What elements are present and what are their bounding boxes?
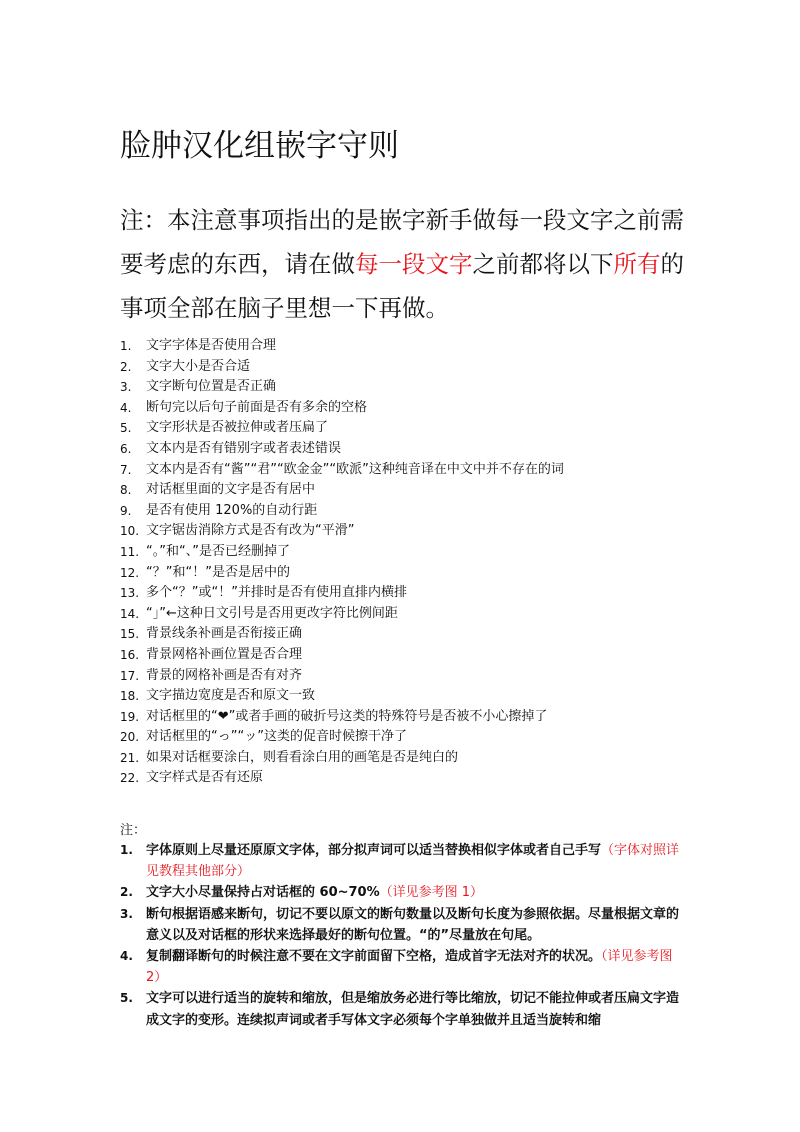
checklist-item (120, 480, 564, 501)
note-body (146, 904, 682, 946)
checklist-item (120, 768, 564, 789)
item-text: 文字字体是否使用合理 (146, 338, 277, 353)
checklist-item (120, 624, 564, 645)
item-text: 文本内是否有“酱”“君”“欧金金”“欧派”这种纯音译在中文中并不存在的词 (146, 461, 564, 477)
notice-text-1: 注：本注意事项指出的是嵌字新手做每一段文字之前需要考虑的东西，请在做 (120, 206, 684, 278)
note-text: 字体原则上尽量还原原文字体，部分拟声词可以适当替换相似字体或者自己手写 (146, 843, 602, 858)
item-number: 20. (120, 730, 140, 745)
note-number: 2. (120, 885, 133, 900)
item-text: “。”和“、”是否已经删掉了 (146, 543, 290, 559)
note-item (120, 988, 682, 1030)
checklist (120, 336, 564, 789)
note-reference: （字体对照详见教程其他部分） (146, 843, 680, 880)
item-number: 22. (120, 771, 140, 786)
checklist-item (120, 439, 564, 460)
item-number: 4. (120, 400, 132, 415)
item-text: 文字样式是否有还原 (146, 770, 264, 786)
item-number: 9. (120, 503, 132, 518)
notes-list (120, 840, 682, 1031)
item-text: 文字大小是否合适 (146, 358, 251, 374)
item-text: 文字形状是否被拉伸或者压扁了 (146, 420, 329, 436)
item-text: 断句完以后句子前面是否有多余的空格 (146, 399, 368, 415)
page-title: 脸肿汉化组嵌字守则 (120, 128, 399, 164)
note-body (146, 840, 682, 882)
notice-highlight-each-segment: 每一段文字 (355, 250, 473, 278)
note-item (120, 882, 682, 903)
checklist-item (120, 357, 564, 378)
checklist-item (120, 521, 564, 542)
note-text: 断句根据语感来断句，切记不要以原文的断句数量以及断句长度为参照依据。尽量根据文章的意义以及对话框的形状来选择最好的断句位置。“的”尽量放在句尾。 (146, 906, 680, 943)
note-reference: （详见参考图 1） (379, 885, 484, 901)
item-text: 对话框里的“っ”“ッ”这类的促音时候擦干净了 (146, 729, 407, 745)
note-body (146, 946, 682, 988)
item-text: 文字锯齿消除方式是否有改为“平滑” (146, 523, 355, 539)
note-item (120, 840, 682, 882)
item-number: 21. (120, 750, 140, 765)
item-number: 6. (120, 441, 132, 456)
notice-highlight-all: 所有 (613, 250, 661, 278)
item-number: 1. (120, 339, 132, 353)
note-number: 4. (120, 949, 133, 964)
checklist-item (120, 398, 564, 419)
item-text: 背景网格补画位置是否合理 (146, 646, 303, 662)
checklist-item (120, 645, 564, 666)
note-number: 3. (120, 906, 133, 921)
item-text: 是否有使用 120%的自动行距 (146, 502, 318, 518)
item-number: 7. (120, 462, 132, 477)
item-number: 14. (120, 606, 140, 621)
checklist-item (120, 501, 564, 522)
checklist-item (120, 418, 564, 439)
item-text: 文本内是否有错别字或者表述错误 (146, 440, 342, 456)
item-text: 如果对话框要涂白，则看看涂白用的画笔是否是纯白的 (146, 749, 459, 765)
notes-label: 注： (120, 823, 147, 838)
item-text: 文字描边宽度是否和原文一致 (146, 688, 316, 704)
notice-text-3: 的事项全部在脑子里想一下再做。 (120, 250, 684, 322)
notice-text-2: 之前都将以下 (472, 250, 614, 278)
checklist-item (120, 542, 564, 563)
item-text: “」”←这种日文引号是否用更改字符比例间距 (146, 605, 398, 621)
item-number: 2. (120, 359, 132, 374)
item-number: 16. (120, 647, 140, 662)
checklist-item (120, 707, 564, 728)
item-text: 多个“？”或“！”并排时是否有使用直排内横排 (146, 585, 407, 601)
checklist-item (120, 377, 564, 398)
note-item (120, 946, 682, 988)
checklist-item (120, 604, 564, 625)
item-number: 19. (120, 709, 140, 724)
checklist-item (120, 583, 564, 604)
note-text: 文字可以进行适当的旋转和缩放，但是缩放务必进行等比缩放，切记不能拉伸或者压扁文字造成文字的变形。连续拟声词或者手写体文字必须每个字单独做并且适当旋转和缩 (146, 991, 680, 1028)
checklist-item (120, 460, 564, 481)
note-body (146, 882, 682, 903)
checklist-item (120, 563, 564, 584)
item-number: 11. (120, 544, 140, 559)
item-number: 8. (120, 483, 132, 498)
item-text: 对话框里的“❤”或者手画的破折号这类的特殊符号是否被不小心擦掉了 (146, 708, 548, 724)
note-text: 复制翻译断句的时候注意不要在文字前面留下空格，造成首字无法对齐的状况。 (146, 949, 602, 965)
notice-paragraph (120, 198, 700, 330)
note-text: 文字大小尽量保持占对话框的 60~70% (146, 885, 380, 901)
item-text: “？”和“！”是否是居中的 (146, 564, 290, 580)
item-number: 13. (120, 586, 140, 601)
item-text: 对话框里面的文字是否有居中 (146, 482, 316, 498)
item-text: 背景的网格补画是否有对齐 (146, 667, 303, 683)
checklist-item (120, 686, 564, 707)
checklist-item (120, 748, 564, 769)
item-text: 背景线条补画是否衔接正确 (146, 626, 303, 642)
item-number: 5. (120, 421, 132, 436)
checklist-item (120, 336, 564, 357)
checklist-item (120, 666, 564, 687)
note-number: 1. (120, 843, 133, 857)
item-number: 17. (120, 668, 140, 683)
note-number: 5. (120, 991, 133, 1006)
note-item (120, 904, 682, 946)
checklist-item (120, 727, 564, 748)
item-number: 15. (120, 627, 140, 642)
note-reference: （详见参考图 2） (146, 949, 673, 986)
note-body (146, 988, 682, 1030)
item-text: 文字断句位置是否正确 (146, 379, 277, 395)
item-number: 12. (120, 565, 140, 580)
item-number: 3. (120, 380, 132, 395)
item-number: 10. (120, 524, 140, 539)
item-number: 18. (120, 689, 140, 704)
